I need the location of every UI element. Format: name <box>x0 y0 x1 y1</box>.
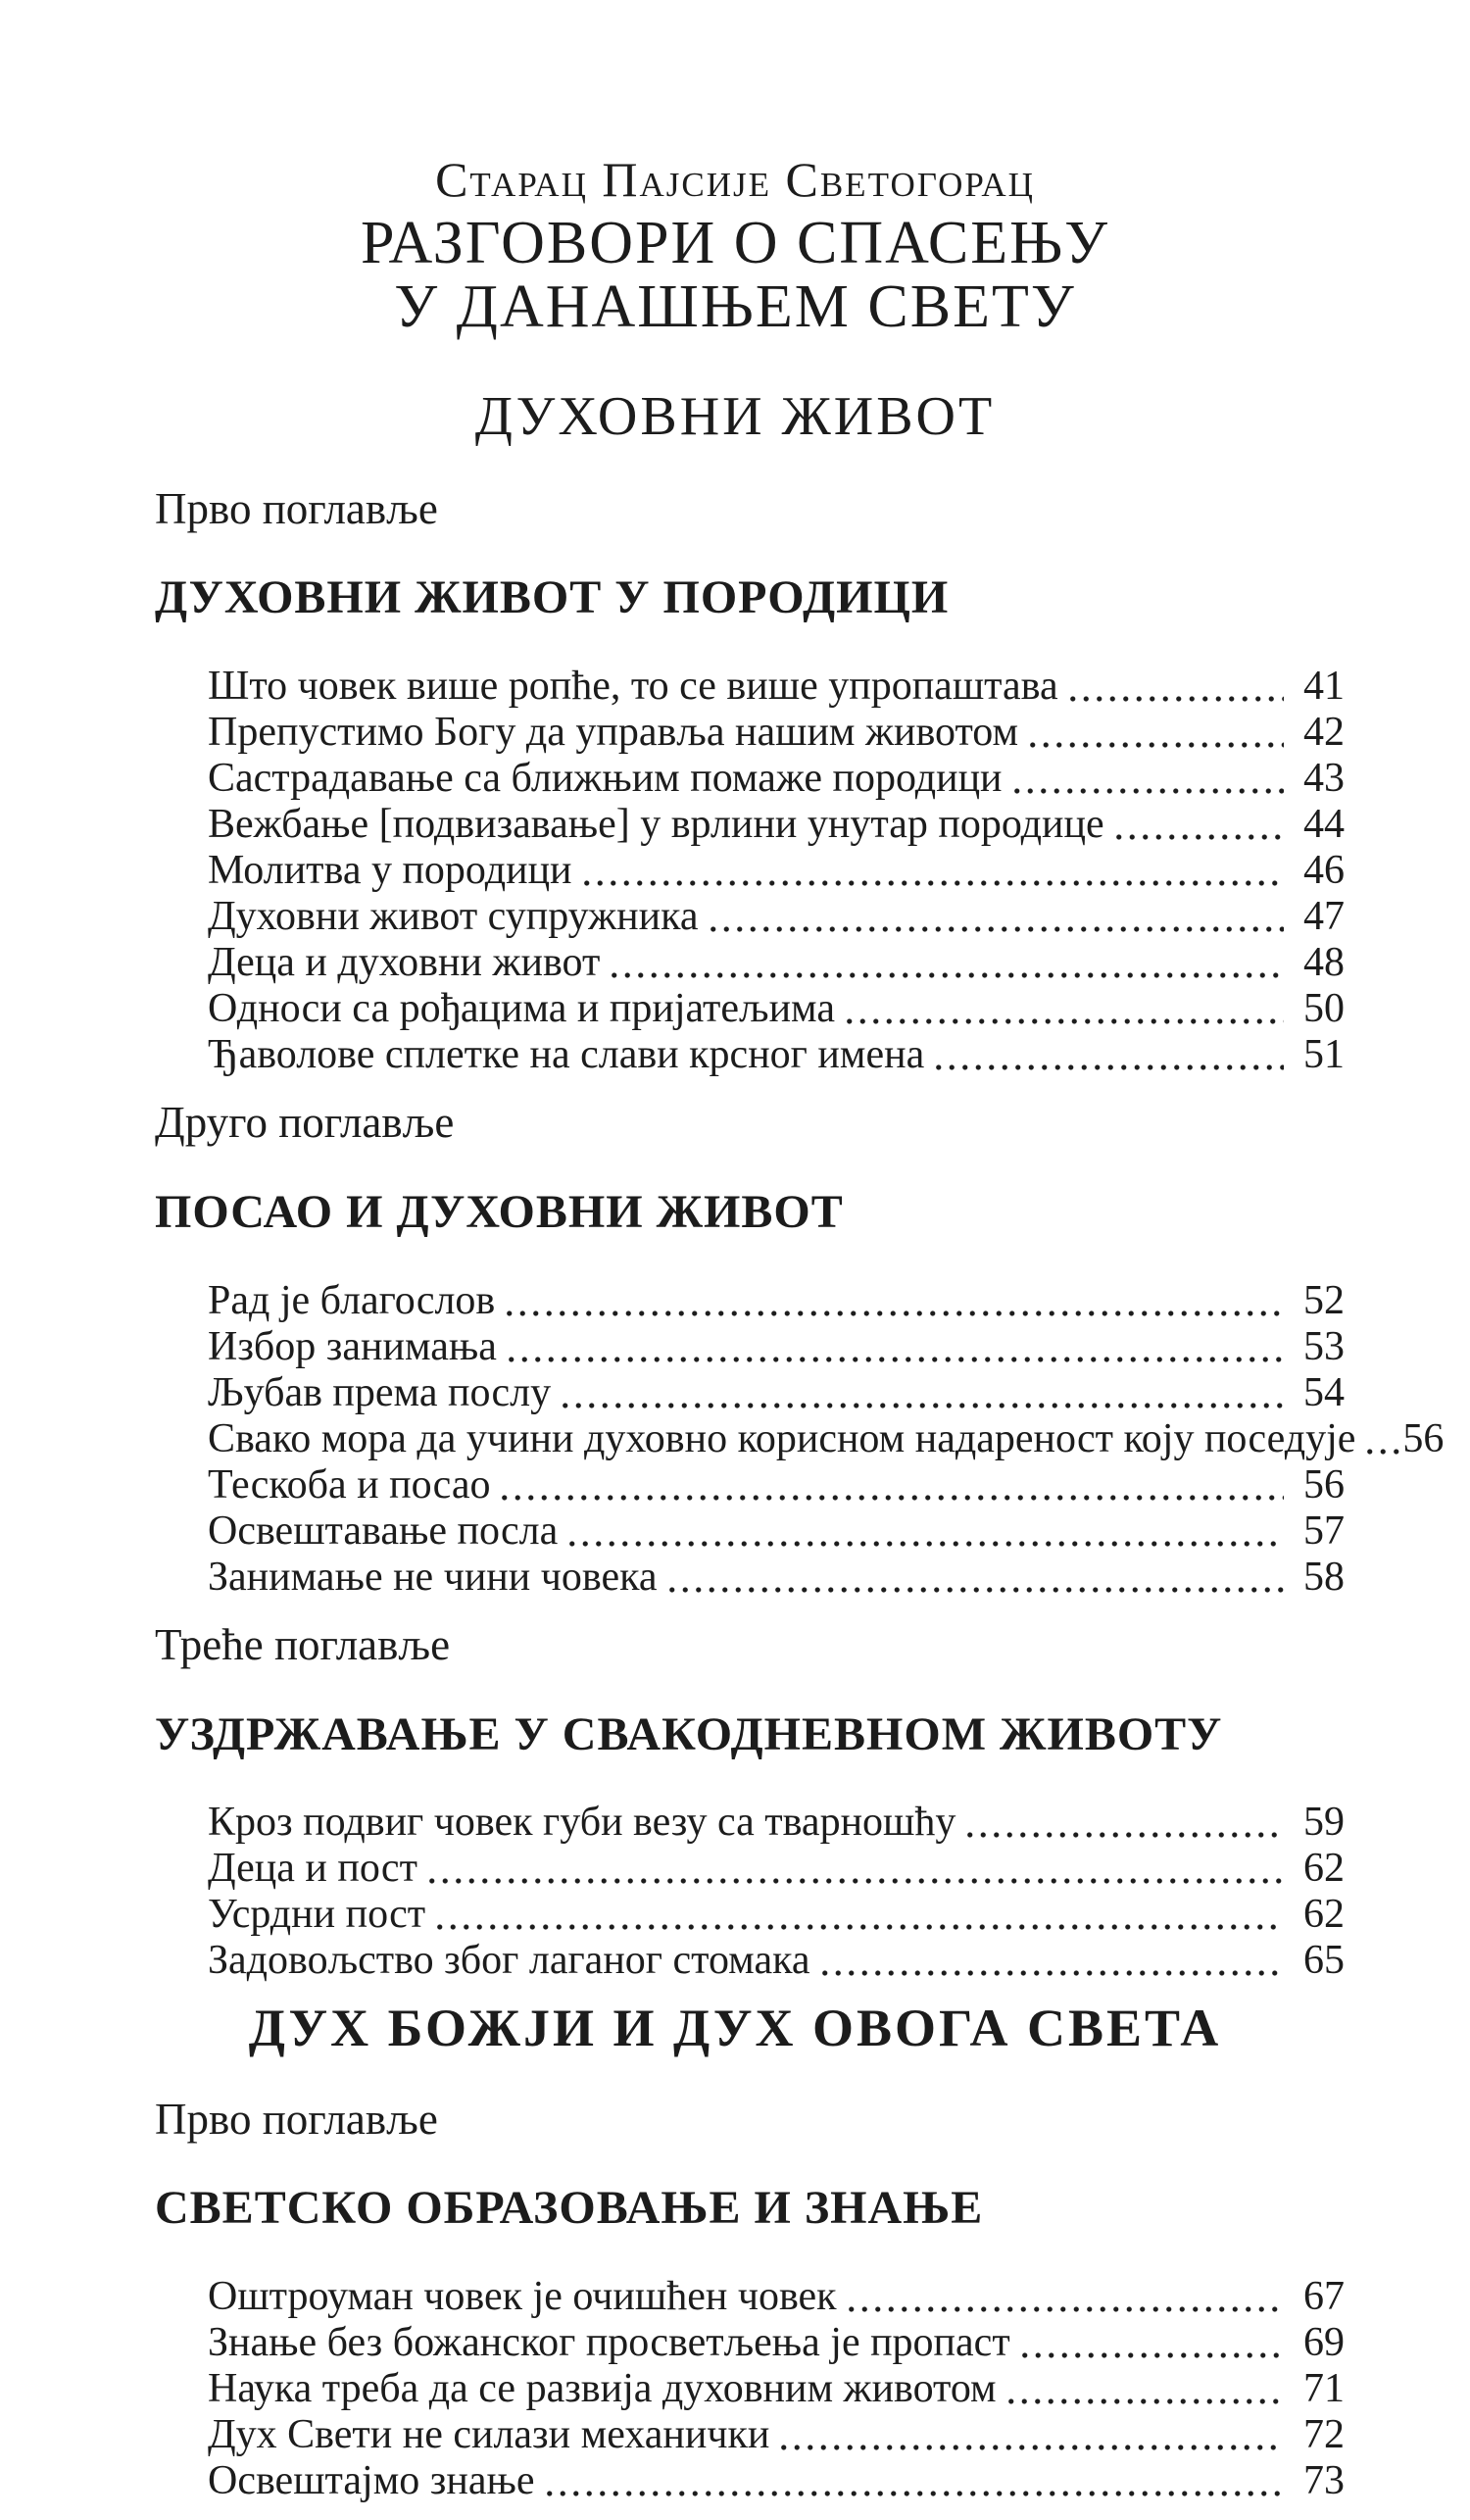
dot-leader <box>843 986 1284 1032</box>
dot-leader <box>818 1938 1284 1984</box>
dot-leader <box>1018 2320 1284 2366</box>
entry-title: Односи са рођацима и пријатељима <box>208 986 835 1032</box>
toc-entry <box>208 1415 1445 1462</box>
toc-entry <box>208 986 1345 1032</box>
entry-page-number: 62 <box>1303 1846 1345 1892</box>
dot-leader <box>777 2412 1284 2458</box>
toc-section <box>0 1998 1470 2504</box>
entry-page-number: 50 <box>1303 986 1345 1032</box>
dot-leader <box>932 1032 1284 1078</box>
chapter <box>0 484 1470 1079</box>
entry-title: Занимање не чини човека <box>208 1554 658 1600</box>
entry-title: Избор занимања <box>208 1323 497 1369</box>
entry-list <box>0 664 1470 1078</box>
dot-leader <box>559 1370 1284 1416</box>
dot-leader <box>433 1892 1284 1938</box>
toc-entry <box>208 1800 1345 1846</box>
entry-title: Свако мора да учини духовно корисном надареност коју поседује <box>208 1415 1356 1461</box>
entry-page-number: 73 <box>1303 2458 1345 2504</box>
book-header <box>0 147 1470 339</box>
entry-title: Што човек више ропће, то се више упропаштава <box>208 664 1058 710</box>
chapter <box>0 1098 1470 1601</box>
entry-page-number: 48 <box>1303 940 1345 986</box>
chapter-label: Прво поглавље <box>155 2094 438 2144</box>
dot-leader <box>498 1462 1284 1508</box>
toc-entry <box>208 940 1345 986</box>
entry-page-number: 41 <box>1303 664 1345 710</box>
entry-list <box>0 2274 1470 2504</box>
entry-page-number: 59 <box>1303 1800 1345 1846</box>
toc-entry <box>208 894 1345 940</box>
entry-page-number: 47 <box>1303 894 1345 940</box>
entry-title: Ђаволове сплетке на слави крсног имена <box>208 1032 925 1078</box>
entry-title: Усрдни пост <box>208 1892 426 1938</box>
toc-sections <box>0 386 1470 2504</box>
entry-title: Оштроуман човек је очишћен човек <box>208 2274 837 2320</box>
toc-entry <box>208 2366 1345 2412</box>
entry-page-number: 71 <box>1303 2366 1345 2412</box>
entry-title: Деца и пост <box>208 1846 417 1892</box>
dot-leader <box>608 940 1284 986</box>
dot-leader <box>505 1324 1284 1370</box>
dot-leader <box>425 1846 1284 1892</box>
dot-leader <box>1066 664 1284 710</box>
entry-title: Духовни живот супружника <box>208 894 699 940</box>
entry-title: Препустимо Богу да управља нашим животом <box>208 710 1019 756</box>
toc-entry <box>208 1324 1345 1370</box>
toc-section <box>0 386 1470 1984</box>
toc-entry <box>208 664 1345 710</box>
toc-entry <box>208 2458 1345 2504</box>
entry-title: Тескоба и посао <box>208 1461 491 1507</box>
entry-page-number: 65 <box>1303 1938 1345 1984</box>
dot-leader <box>1363 1416 1402 1462</box>
toc-entry <box>208 1370 1345 1416</box>
entry-page-number: 42 <box>1303 710 1345 756</box>
toc-entry <box>208 848 1345 894</box>
chapter-title: УЗДРЖАВАЊЕ У СВАКОДНЕВНОМ ЖИВОТУ <box>155 1707 1223 1760</box>
entry-list <box>0 1278 1470 1601</box>
dot-leader <box>665 1555 1284 1601</box>
chapter <box>0 2095 1470 2505</box>
toc-entry <box>208 1555 1345 1601</box>
entry-page-number: 58 <box>1303 1554 1345 1600</box>
entry-page-number: 57 <box>1303 1507 1345 1554</box>
entry-page-number: 44 <box>1303 802 1345 848</box>
book-title-line-1: РАЗГОВОРИ О СПАСЕЊУ <box>360 210 1110 276</box>
entry-title: Задовољство због лаганог стомака <box>208 1938 810 1984</box>
entry-page-number: 56 <box>1402 1415 1445 1461</box>
entry-title: Љубав према послу <box>208 1369 552 1415</box>
entry-title: Вежбање [подвизавање] у врлини унутар породице <box>208 802 1104 848</box>
entry-page-number: 62 <box>1303 1892 1345 1938</box>
entry-title: Састрадавање са ближњим помаже породици <box>208 756 1003 802</box>
toc-entry <box>208 1846 1345 1892</box>
entry-title: Молитва у породици <box>208 848 572 894</box>
toc-entry <box>208 2320 1345 2366</box>
entry-title: Кроз подвиг човек губи везу са тварношћу <box>208 1800 956 1846</box>
chapter-title: ДУХОВНИ ЖИВОТ У ПОРОДИЦИ <box>155 571 950 624</box>
section-heading: ДУХОВНИ ЖИВОТ <box>474 386 996 447</box>
entry-list <box>0 1800 1470 1984</box>
toc-entry <box>208 1032 1345 1078</box>
toc-entry <box>208 1508 1345 1555</box>
chapter-label: Друго поглавље <box>155 1098 455 1148</box>
dot-leader <box>565 1508 1284 1555</box>
entry-page-number: 53 <box>1303 1323 1345 1369</box>
dot-leader <box>580 848 1284 894</box>
toc-entry <box>208 1892 1345 1938</box>
entry-page-number: 52 <box>1303 1277 1345 1323</box>
section-heading: ДУХ БОЖЈИ И ДУХ ОВОГА СВЕТА <box>248 1999 1222 2058</box>
entry-title: Деца и духовни живот <box>208 940 601 986</box>
dot-leader <box>1010 756 1284 802</box>
dot-leader <box>963 1800 1284 1846</box>
book-author: Старац Пајсије Светогорац <box>435 152 1035 207</box>
toc-entry <box>208 2412 1345 2458</box>
dot-leader <box>845 2274 1284 2320</box>
entry-page-number: 54 <box>1303 1369 1345 1415</box>
toc-entry <box>208 1278 1345 1324</box>
dot-leader <box>503 1278 1284 1324</box>
toc-page <box>0 147 1470 2520</box>
dot-leader <box>1004 2366 1284 2412</box>
chapter-label: Треће поглавље <box>155 1619 451 1669</box>
entry-title: Дух Свети не силази механички <box>208 2412 770 2458</box>
entry-title: Освештајмо знање <box>208 2458 535 2504</box>
entry-title: Рад је благослов <box>208 1277 496 1323</box>
toc-entry <box>208 710 1345 756</box>
toc-entry <box>208 1938 1345 1984</box>
entry-title: Наука треба да се развија духовним животом <box>208 2366 997 2412</box>
entry-page-number: 69 <box>1303 2320 1345 2366</box>
book-title-line-2: У ДАНАШЊЕМ СВЕТУ <box>394 273 1076 340</box>
chapter-title: ПОСАО И ДУХОВНИ ЖИВОТ <box>155 1186 844 1238</box>
entry-title: Освештавање посла <box>208 1507 559 1554</box>
entry-page-number: 72 <box>1303 2412 1345 2458</box>
dot-leader <box>1112 802 1284 848</box>
toc-entry <box>208 756 1345 802</box>
dot-leader <box>707 894 1284 940</box>
dot-leader <box>1026 710 1284 756</box>
entry-page-number: 43 <box>1303 756 1345 802</box>
chapter-label: Прво поглавље <box>155 483 438 533</box>
chapter-title: СВЕТСКО ОБРАЗОВАЊЕ И ЗНАЊЕ <box>155 2182 984 2235</box>
entry-page-number: 46 <box>1303 848 1345 894</box>
entry-title: Знање без божанског просветљења је пропаст <box>208 2320 1010 2366</box>
toc-entry <box>208 802 1345 848</box>
chapter <box>0 1620 1470 1985</box>
entry-page-number: 67 <box>1303 2274 1345 2320</box>
entry-page-number: 51 <box>1303 1032 1345 1078</box>
toc-entry <box>208 2274 1345 2320</box>
dot-leader <box>543 2458 1284 2504</box>
entry-page-number: 56 <box>1303 1461 1345 1507</box>
toc-entry <box>208 1462 1345 1508</box>
